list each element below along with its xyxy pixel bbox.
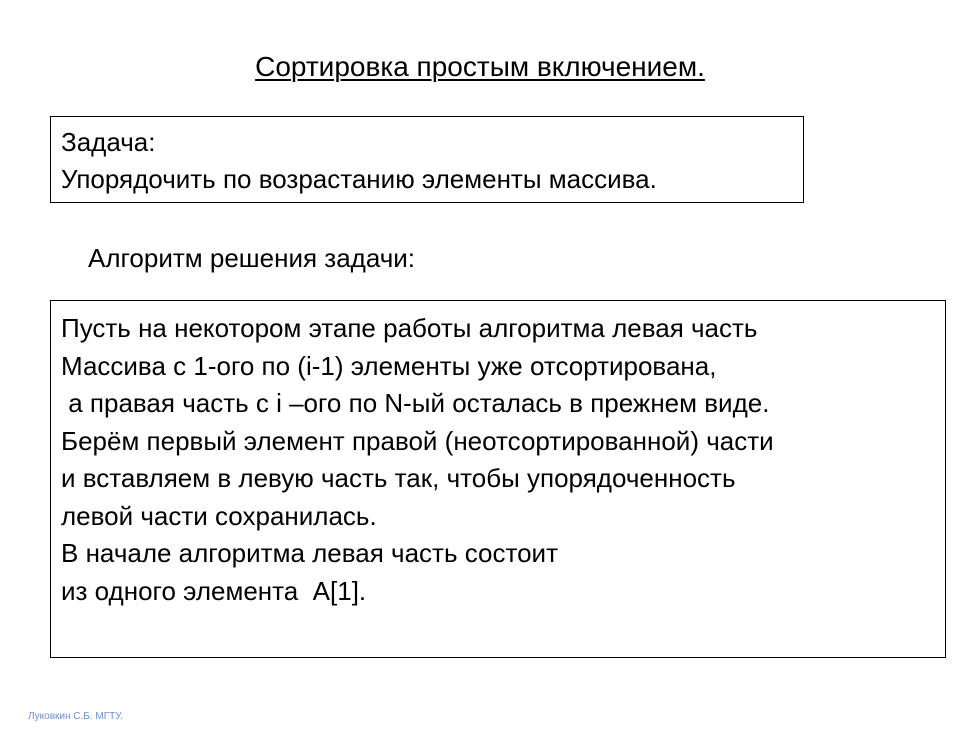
algorithm-line: а правая часть с i –ого по N-ый осталась в прежнем виде. (61, 388, 770, 418)
algorithm-line: левой части сохранилась. (61, 500, 377, 531)
slide-title (0, 50, 960, 84)
algorithm-line: и вставляем в левую часть так, чтобы упорядоченность (61, 463, 736, 493)
task-text: Упорядочить по возрастанию элементы массива. (61, 164, 657, 194)
footer-author: Луковкин С.Б. МГТУ. (28, 711, 124, 722)
algorithm-heading: Алгоритм решения задачи: (88, 243, 416, 273)
algorithm-line: В начале алгоритма левая часть состоит (61, 538, 558, 568)
algorithm-line: Пусть на некотором этапе работы алгоритма левая часть (61, 313, 758, 343)
algorithm-line: Массива с 1-ого по (i-1) элементы уже отсортирована, (61, 350, 717, 381)
task-box (50, 116, 804, 203)
algorithm-line: Берём первый элемент правой (неотсортированной) части (61, 425, 774, 456)
slide-title-text: Сортировка простым включением. (255, 51, 705, 82)
algorithm-line: из одного элемента A[1]. (61, 575, 367, 606)
task-label: Задача: (61, 127, 156, 157)
algorithm-box (50, 300, 946, 658)
